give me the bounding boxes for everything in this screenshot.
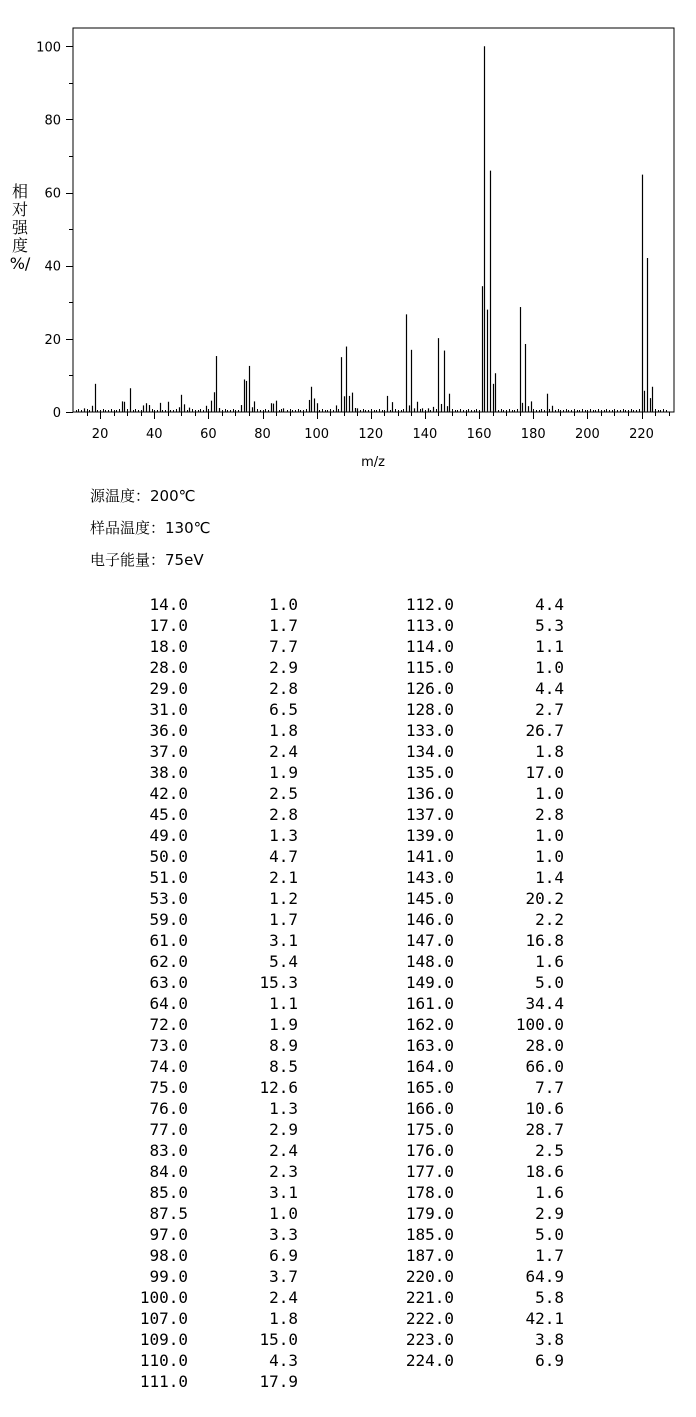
mz-value: 45.0 xyxy=(149,805,188,824)
intensity-value: 2.4 xyxy=(269,1141,298,1160)
x-tick-label: 120 xyxy=(358,427,384,442)
y-axis-label-char: 对 xyxy=(11,200,29,219)
intensity-value: 1.0 xyxy=(535,847,564,866)
intensity-value: 1.1 xyxy=(535,637,564,656)
sample-temperature: 样品温度：130℃ xyxy=(90,519,211,537)
mz-value: 62.0 xyxy=(149,952,188,971)
intensity-value: 1.6 xyxy=(535,952,564,971)
mz-value: 165.0 xyxy=(405,1078,454,1097)
y-tick-label: 60 xyxy=(44,186,61,202)
mz-value: 128.0 xyxy=(405,700,454,719)
mz-value: 187.0 xyxy=(405,1246,454,1265)
mz-value: 51.0 xyxy=(149,868,188,887)
mz-value: 63.0 xyxy=(149,973,188,992)
intensity-value: 2.8 xyxy=(269,805,298,824)
x-tick-label: 160 xyxy=(466,427,492,442)
intensity-value: 1.0 xyxy=(535,658,564,677)
mz-value: 31.0 xyxy=(149,700,188,719)
mz-value: 149.0 xyxy=(405,973,454,992)
mz-value: 115.0 xyxy=(405,658,454,677)
intensity-value: 1.3 xyxy=(269,1099,298,1118)
intensity-value: 1.8 xyxy=(269,1309,298,1328)
y-axis-label-char: 度 xyxy=(11,236,29,255)
x-tick-label: 40 xyxy=(145,427,163,442)
intensity-value: 2.2 xyxy=(535,910,564,929)
intensity-value: 3.3 xyxy=(269,1225,298,1244)
mz-value: 75.0 xyxy=(149,1078,188,1097)
mz-value: 83.0 xyxy=(149,1141,188,1160)
mz-value: 177.0 xyxy=(405,1162,454,1181)
intensity-value: 5.3 xyxy=(535,616,564,635)
mz-value: 223.0 xyxy=(405,1330,454,1349)
mz-value: 73.0 xyxy=(149,1036,188,1055)
x-tick-label: 100 xyxy=(304,427,330,442)
mz-value: 146.0 xyxy=(405,910,454,929)
intensity-value: 5.4 xyxy=(269,952,298,971)
mz-value: 224.0 xyxy=(405,1351,454,1370)
intensity-value: 1.3 xyxy=(269,826,298,845)
mz-value: 161.0 xyxy=(405,994,454,1013)
mz-value: 76.0 xyxy=(149,1099,188,1118)
mz-value: 74.0 xyxy=(149,1057,188,1076)
mz-value: 133.0 xyxy=(405,721,454,740)
intensity-value: 1.7 xyxy=(269,616,298,635)
mz-value: 107.0 xyxy=(139,1309,188,1328)
intensity-value: 1.9 xyxy=(269,763,298,782)
mz-value: 185.0 xyxy=(405,1225,454,1244)
intensity-value: 3.1 xyxy=(269,931,298,950)
mz-value: 179.0 xyxy=(405,1204,454,1223)
mz-value: 49.0 xyxy=(149,826,188,845)
mz-value: 148.0 xyxy=(405,952,454,971)
y-axis-label xyxy=(10,182,31,273)
x-tick-label: 220 xyxy=(629,427,654,442)
x-tick-label: 20 xyxy=(91,427,109,442)
mz-value: 38.0 xyxy=(149,763,188,782)
intensity-value: 4.4 xyxy=(535,679,564,698)
intensity-value: 3.1 xyxy=(269,1183,298,1202)
intensity-value: 2.5 xyxy=(535,1141,564,1160)
mz-value: 126.0 xyxy=(405,679,454,698)
intensity-value: 17.9 xyxy=(259,1372,298,1391)
mz-value: 135.0 xyxy=(405,763,454,782)
y-axis-label-char: 相 xyxy=(11,182,29,201)
intensity-value: 5.0 xyxy=(535,973,564,992)
intensity-value: 2.9 xyxy=(269,658,298,677)
mz-value: 29.0 xyxy=(149,679,188,698)
x-axis-label: m/z xyxy=(361,455,385,470)
mz-value: 178.0 xyxy=(405,1183,454,1202)
mz-value: 220.0 xyxy=(405,1267,454,1286)
mz-value: 164.0 xyxy=(405,1057,454,1076)
intensity-value: 2.8 xyxy=(269,679,298,698)
mz-value: 134.0 xyxy=(405,742,454,761)
mz-value: 137.0 xyxy=(405,805,454,824)
intensity-value: 2.3 xyxy=(269,1162,298,1181)
mz-value: 175.0 xyxy=(405,1120,454,1139)
intensity-value: 18.6 xyxy=(525,1162,564,1181)
left-intensity-column xyxy=(228,594,298,1392)
y-axis-label-char: 强 xyxy=(11,218,29,237)
intensity-value: 3.7 xyxy=(269,1267,298,1286)
intensity-value: 1.6 xyxy=(535,1183,564,1202)
mz-value: 64.0 xyxy=(149,994,188,1013)
mz-value: 222.0 xyxy=(405,1309,454,1328)
x-tick-label: 80 xyxy=(254,427,271,442)
intensity-value: 1.0 xyxy=(269,595,298,614)
mz-value: 166.0 xyxy=(405,1099,454,1118)
mz-value: 100.0 xyxy=(139,1288,188,1307)
mz-value: 14.0 xyxy=(149,595,188,614)
intensity-value: 64.9 xyxy=(525,1267,564,1286)
mz-value: 37.0 xyxy=(149,742,188,761)
mz-value: 59.0 xyxy=(149,910,188,929)
intensity-value: 4.4 xyxy=(535,595,564,614)
electron-energy: 电子能量：75eV xyxy=(90,551,204,569)
mz-value: 221.0 xyxy=(405,1288,454,1307)
y-tick-label: 0 xyxy=(52,406,61,421)
intensity-value: 34.4 xyxy=(525,994,564,1013)
intensity-value: 2.4 xyxy=(269,742,298,761)
mz-value: 72.0 xyxy=(149,1015,188,1034)
right-mz-column xyxy=(384,594,454,1371)
plot-frame xyxy=(73,28,674,412)
intensity-value: 15.3 xyxy=(259,973,298,992)
intensity-value: 17.0 xyxy=(525,763,564,782)
mz-value: 36.0 xyxy=(149,721,188,740)
intensity-value: 1.7 xyxy=(535,1246,564,1265)
mz-value: 176.0 xyxy=(405,1141,454,1160)
intensity-value: 12.6 xyxy=(259,1078,298,1097)
mz-value: 141.0 xyxy=(405,847,454,866)
mz-value: 162.0 xyxy=(405,1015,454,1034)
intensity-value: 6.9 xyxy=(535,1351,564,1370)
y-tick-label: 40 xyxy=(44,259,61,275)
mz-value: 53.0 xyxy=(149,889,188,908)
mz-value: 114.0 xyxy=(405,637,454,656)
source-temperature: 源温度：200℃ xyxy=(90,487,196,505)
intensity-value: 4.3 xyxy=(269,1351,298,1370)
intensity-value: 7.7 xyxy=(535,1078,564,1097)
x-tick-label: 140 xyxy=(412,427,438,442)
mz-value: 163.0 xyxy=(405,1036,454,1055)
mz-value: 18.0 xyxy=(149,637,188,656)
mz-value: 17.0 xyxy=(149,616,188,635)
mz-value: 28.0 xyxy=(149,658,188,677)
intensity-value: 2.8 xyxy=(535,805,564,824)
mz-value: 145.0 xyxy=(405,889,454,908)
mz-value: 113.0 xyxy=(405,616,454,635)
intensity-value: 26.7 xyxy=(525,721,564,740)
mz-value: 61.0 xyxy=(149,931,188,950)
right-intensity-column xyxy=(494,594,564,1371)
intensity-value: 1.1 xyxy=(269,994,298,1013)
mz-value: 109.0 xyxy=(139,1330,188,1349)
intensity-value: 1.0 xyxy=(535,784,564,803)
intensity-value: 8.5 xyxy=(269,1057,298,1076)
y-tick-label: 80 xyxy=(44,113,61,129)
intensity-value: 42.1 xyxy=(525,1309,564,1328)
mz-value: 84.0 xyxy=(149,1162,188,1181)
intensity-value: 10.6 xyxy=(525,1099,564,1118)
intensity-value: 4.7 xyxy=(269,847,298,866)
plot-border xyxy=(73,28,674,412)
intensity-value: 20.2 xyxy=(525,889,564,908)
x-axis-ticks xyxy=(88,412,670,442)
intensity-value: 1.9 xyxy=(269,1015,298,1034)
intensity-value: 6.9 xyxy=(269,1246,298,1265)
y-tick-label: 20 xyxy=(44,332,61,348)
intensity-value: 6.5 xyxy=(269,700,298,719)
x-tick-label: 200 xyxy=(574,427,600,442)
intensity-value: 1.8 xyxy=(269,721,298,740)
intensity-value: 66.0 xyxy=(525,1057,564,1076)
intensity-value: 2.9 xyxy=(269,1120,298,1139)
y-axis-label-char: %/ xyxy=(9,254,31,273)
intensity-value: 28.7 xyxy=(525,1120,564,1139)
mz-value: 143.0 xyxy=(405,868,454,887)
intensity-value: 1.0 xyxy=(535,826,564,845)
intensity-value: 1.7 xyxy=(269,910,298,929)
intensity-value: 1.8 xyxy=(535,742,564,761)
intensity-value: 5.0 xyxy=(535,1225,564,1244)
y-tick-label: 100 xyxy=(36,40,61,56)
mz-value: 112.0 xyxy=(405,595,454,614)
intensity-value: 100.0 xyxy=(515,1015,564,1034)
mz-value: 99.0 xyxy=(149,1267,188,1286)
intensity-value: 2.7 xyxy=(535,700,564,719)
mz-value: 139.0 xyxy=(405,826,454,845)
mz-value: 50.0 xyxy=(149,847,188,866)
x-tick-label: 60 xyxy=(200,427,217,442)
mz-value: 147.0 xyxy=(405,931,454,950)
intensity-value: 2.1 xyxy=(269,868,298,887)
intensity-value: 5.8 xyxy=(535,1288,564,1307)
mz-value: 85.0 xyxy=(149,1183,188,1202)
left-mz-column xyxy=(118,594,188,1392)
intensity-value: 3.8 xyxy=(535,1330,564,1349)
mz-value: 42.0 xyxy=(149,784,188,803)
mz-value: 87.5 xyxy=(149,1204,188,1223)
mz-value: 136.0 xyxy=(405,784,454,803)
mz-value: 77.0 xyxy=(149,1120,188,1139)
intensity-value: 2.5 xyxy=(269,784,298,803)
mz-value: 110.0 xyxy=(139,1351,188,1370)
intensity-value: 7.7 xyxy=(269,637,298,656)
intensity-value: 16.8 xyxy=(525,931,564,950)
intensity-value: 2.9 xyxy=(535,1204,564,1223)
intensity-value: 28.0 xyxy=(525,1036,564,1055)
x-tick-label: 180 xyxy=(520,427,546,442)
intensity-value: 15.0 xyxy=(259,1330,298,1349)
mz-value: 97.0 xyxy=(149,1225,188,1244)
peak-bars xyxy=(77,46,667,412)
intensity-value: 1.0 xyxy=(269,1204,298,1223)
intensity-value: 2.4 xyxy=(269,1288,298,1307)
intensity-value: 1.2 xyxy=(269,889,298,908)
intensity-value: 8.9 xyxy=(269,1036,298,1055)
intensity-value: 1.4 xyxy=(535,868,564,887)
y-axis-ticks xyxy=(36,40,73,421)
mz-value: 98.0 xyxy=(149,1246,188,1265)
mass-spectrum-chart xyxy=(0,0,696,480)
mz-value: 111.0 xyxy=(139,1372,188,1391)
